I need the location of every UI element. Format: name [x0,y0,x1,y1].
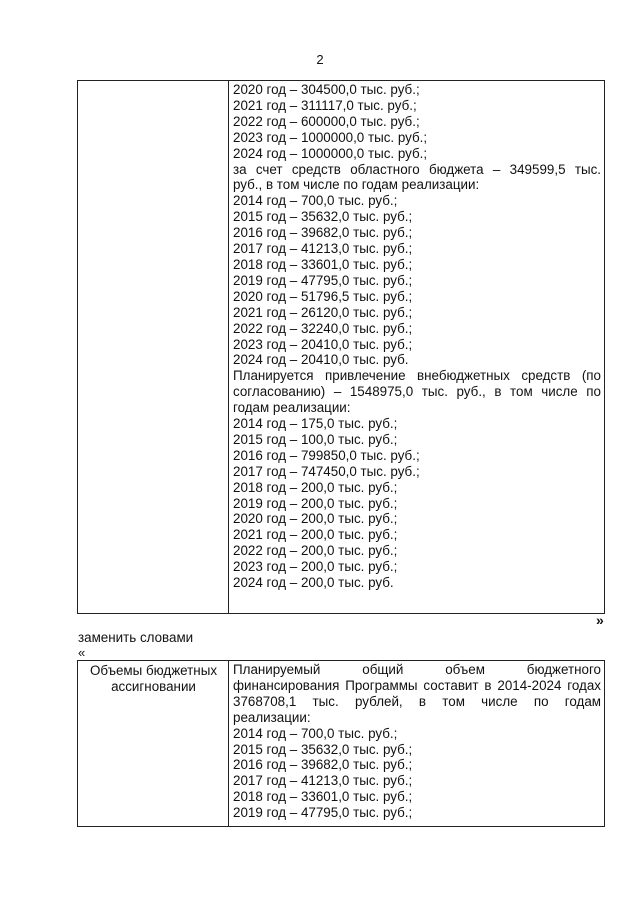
extrabudget-year-line: 2023 год – 200,0 тыс. руб.; [233,559,398,575]
extrabudget-heading-cont: согласованию) – 1548975,0 тыс. руб., в том числе по [233,384,601,400]
regional-year-line: 2020 год – 51796,5 тыс. руб.; [233,288,413,304]
page-number: 2 [316,52,324,67]
passport-table-replacement [77,660,605,827]
extrabudget-year-line: 2021 год – 200,0 тыс. руб.; [233,527,398,543]
funding-line: 2022 год – 600000,0 тыс. руб.; [233,113,420,129]
regional-year-line: 2016 год – 39682,0 тыс. руб.; [233,225,413,241]
extrabudget-year-line: 2014 год – 175,0 тыс. руб.; [233,416,398,432]
table-right-cell [229,81,605,614]
regional-year-line: 2021 год – 26120,0 тыс. руб.; [233,304,413,320]
extrabudget-year-line: 2019 год – 200,0 тыс. руб.; [233,495,398,511]
funding-line: 2021 год – 311117,0 тыс. руб.; [233,97,417,113]
year-line: 2019 год – 47795,0 тыс. руб.; [233,805,413,821]
regional-budget-heading-cont: руб., в том числе по годам реализации: [233,177,480,193]
row-label: Объемы бюджетных [89,663,218,678]
extrabudget-year-line: 2015 год – 100,0 тыс. руб.; [233,431,398,447]
total-funding-text: Планируемый общий объем бюджетного [233,662,601,677]
closing-quote-mark: » [596,612,604,628]
funding-line: 2024 год – 1000000,0 тыс. руб.; [233,145,428,161]
funding-line: 2020 год – 304500,0 тыс. руб.; [233,82,420,97]
total-funding-text: 3768708,1 тыс. рублей, в том числе по годам [233,693,601,709]
year-line: 2018 год – 33601,0 тыс. руб.; [233,789,413,805]
regional-year-line: 2024 год – 20410,0 тыс. руб. [233,352,409,368]
extrabudget-year-line: 2017 год – 747450,0 тыс. руб.; [233,463,420,479]
extrabudget-year-line: 2018 год – 200,0 тыс. руб.; [233,479,398,495]
regional-year-line: 2022 год – 32240,0 тыс. руб.; [233,320,413,336]
row-label-cont: ассигновании [111,678,196,694]
table-left-cell [78,81,229,614]
extrabudget-heading-end: годам реализации: [233,400,351,416]
opening-quote-mark: « [78,645,86,660]
regional-year-line: 2014 год – 700,0 тыс. руб.; [233,193,398,209]
total-funding-text: финансирования Программы составит в 2014-2024 годах [233,677,601,693]
table-left-cell [78,661,229,827]
extrabudget-heading: Планируется привлечение внебюджетных средств (по [233,368,601,384]
regional-year-line: 2023 год – 20410,0 тыс. руб.; [233,336,413,352]
regional-budget-heading: за счет средств областного бюджета – 349599,5 тыс. [233,161,601,177]
extrabudget-year-line: 2022 год – 200,0 тыс. руб.; [233,543,398,559]
extrabudget-year-line: 2020 год – 200,0 тыс. руб.; [233,511,398,527]
year-line: 2014 год – 700,0 тыс. руб.; [233,725,398,741]
regional-year-line: 2018 год – 33601,0 тыс. руб.; [233,256,413,272]
total-funding-text: реализации: [233,709,311,725]
extrabudget-year-line: 2024 год – 200,0 тыс. руб. [233,575,394,591]
regional-year-line: 2015 год – 35632,0 тыс. руб.; [233,209,413,225]
year-line: 2016 год – 39682,0 тыс. руб.; [233,757,413,773]
replace-instruction: заменить словами [78,630,194,645]
regional-year-line: 2017 год – 41213,0 тыс. руб.; [233,241,413,257]
funding-line: 2023 год – 1000000,0 тыс. руб.; [233,129,428,145]
regional-year-line: 2019 год – 47795,0 тыс. руб.; [233,272,413,288]
table-right-cell [229,661,605,827]
year-line: 2015 год – 35632,0 тыс. руб.; [233,741,413,757]
year-line: 2017 год – 41213,0 тыс. руб.; [233,773,413,789]
extrabudget-year-line: 2016 год – 799850,0 тыс. руб.; [233,447,420,463]
passport-table-original [77,80,605,614]
